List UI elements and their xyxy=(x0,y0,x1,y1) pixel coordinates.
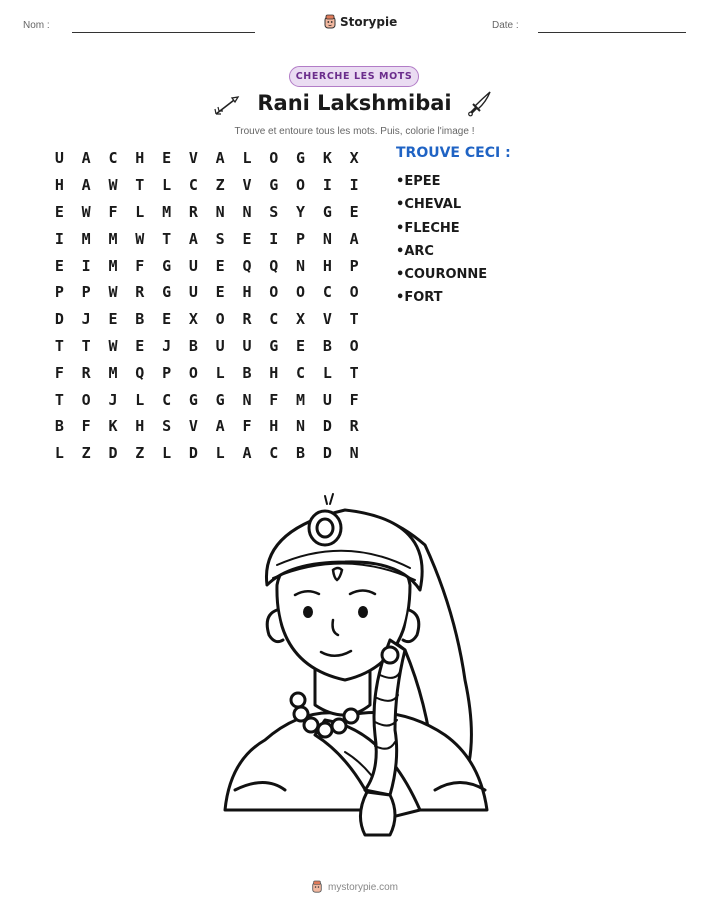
grid-cell: U xyxy=(322,390,332,409)
grid-cell: R xyxy=(242,310,252,329)
grid-cell: P xyxy=(349,256,359,275)
grid-cell: N xyxy=(242,390,252,409)
grid-cell: F xyxy=(54,363,64,382)
grid-cell: L xyxy=(54,444,64,463)
storypie-logo-icon xyxy=(311,880,323,894)
grid-cell: B xyxy=(296,444,306,463)
grid-cell: F xyxy=(135,256,145,275)
grid-cell: C xyxy=(322,283,332,302)
grid-cell: R xyxy=(188,202,198,221)
grid-cell: O xyxy=(269,283,279,302)
grid-cell: N xyxy=(215,202,225,221)
grid-cell: M xyxy=(108,363,118,382)
word-list xyxy=(396,170,487,310)
grid-cell: G xyxy=(322,202,332,221)
word-list-item: • EPEE xyxy=(396,170,487,193)
grid-cell: O xyxy=(349,283,359,302)
grid-cell: I xyxy=(349,176,359,195)
grid-cell: A xyxy=(242,444,252,463)
grid-cell: S xyxy=(269,202,279,221)
grid-cell: O xyxy=(349,336,359,355)
grid-cell: F xyxy=(81,417,91,436)
grid-cell: E xyxy=(54,256,64,275)
grid-cell: G xyxy=(188,390,198,409)
grid-cell: H xyxy=(269,417,279,436)
grid-cell: E xyxy=(162,310,172,329)
grid-cell: N xyxy=(322,229,332,248)
grid-cell: M xyxy=(108,256,118,275)
grid-cell: M xyxy=(162,202,172,221)
grid-cell: O xyxy=(188,363,198,382)
grid-cell: P xyxy=(296,229,306,248)
grid-cell: F xyxy=(269,390,279,409)
grid-cell: X xyxy=(296,310,306,329)
grid-cell: R xyxy=(135,283,145,302)
name-line xyxy=(72,32,255,33)
grid-cell: K xyxy=(108,417,118,436)
grid-cell: H xyxy=(242,283,252,302)
grid-cell: U xyxy=(215,336,225,355)
word-list-item: • ARC xyxy=(396,240,487,263)
word-list-item: • COURONNE xyxy=(396,263,487,286)
grid-cell: J xyxy=(162,336,172,355)
grid-cell: E xyxy=(215,283,225,302)
grid-cell: L xyxy=(322,363,332,382)
grid-cell: E xyxy=(349,202,359,221)
grid-cell: D xyxy=(188,444,198,463)
date-line xyxy=(538,32,686,33)
grid-cell: E xyxy=(162,149,172,168)
grid-cell: E xyxy=(54,202,64,221)
grid-cell: T xyxy=(349,310,359,329)
grid-cell: V xyxy=(188,417,198,436)
word-list-item: • FORT xyxy=(396,286,487,309)
grid-cell: C xyxy=(269,310,279,329)
grid-cell: B xyxy=(322,336,332,355)
grid-cell: L xyxy=(135,202,145,221)
grid-cell: H xyxy=(135,417,145,436)
instructions: Trouve et entoure tous les mots. Puis, colorie l'image ! xyxy=(234,126,475,137)
grid-cell: B xyxy=(188,336,198,355)
grid-cell: E xyxy=(135,336,145,355)
grid-cell: P xyxy=(81,283,91,302)
grid-cell: H xyxy=(135,149,145,168)
grid-cell: T xyxy=(81,336,91,355)
grid-cell: Z xyxy=(81,444,91,463)
grid-cell: U xyxy=(54,149,64,168)
grid-cell: E xyxy=(108,310,118,329)
grid-cell: W xyxy=(108,336,118,355)
activity-badge: CHERCHE LES MOTS xyxy=(289,66,419,87)
grid-cell: T xyxy=(54,336,64,355)
grid-cell: F xyxy=(108,202,118,221)
grid-cell: E xyxy=(215,256,225,275)
grid-cell: W xyxy=(108,283,118,302)
grid-cell: U xyxy=(188,256,198,275)
footer-url: mystorypie.com xyxy=(327,881,398,893)
grid-cell: B xyxy=(135,310,145,329)
grid-cell: C xyxy=(296,363,306,382)
grid-cell: L xyxy=(242,149,252,168)
grid-cell: Q xyxy=(242,256,252,275)
grid-cell: E xyxy=(242,229,252,248)
grid-cell: G xyxy=(269,336,279,355)
grid-cell: F xyxy=(242,417,252,436)
grid-cell: L xyxy=(215,363,225,382)
grid-cell: I xyxy=(322,176,332,195)
grid-cell: D xyxy=(108,444,118,463)
grid-cell: T xyxy=(54,390,64,409)
grid-cell: A xyxy=(188,229,198,248)
grid-cell: J xyxy=(108,390,118,409)
grid-cell: D xyxy=(54,310,64,329)
grid-cell: N xyxy=(296,417,306,436)
page-title: Rani Lakshmibai xyxy=(257,91,452,115)
grid-cell: G xyxy=(269,176,279,195)
grid-cell: C xyxy=(188,176,198,195)
grid-cell: O xyxy=(296,176,306,195)
grid-cell: B xyxy=(54,417,64,436)
grid-cell: N xyxy=(296,256,306,275)
grid-cell: H xyxy=(269,363,279,382)
grid-cell: G xyxy=(296,149,306,168)
grid-cell: T xyxy=(162,229,172,248)
grid-cell: V xyxy=(242,176,252,195)
date-label: Date : xyxy=(492,20,519,31)
grid-cell: W xyxy=(135,229,145,248)
grid-cell: C xyxy=(269,444,279,463)
grid-cell: Z xyxy=(135,444,145,463)
grid-cell: O xyxy=(296,283,306,302)
grid-cell: A xyxy=(349,229,359,248)
grid-cell: U xyxy=(188,283,198,302)
grid-cell: A xyxy=(215,149,225,168)
rani-lakshmibai-illustration xyxy=(205,490,495,855)
grid-cell: T xyxy=(349,363,359,382)
grid-cell: P xyxy=(162,363,172,382)
grid-cell: G xyxy=(162,256,172,275)
grid-cell: L xyxy=(215,444,225,463)
grid-cell: H xyxy=(322,256,332,275)
grid-cell: Q xyxy=(269,256,279,275)
grid-cell: I xyxy=(81,256,91,275)
grid-cell: W xyxy=(108,176,118,195)
word-list-item: • FLECHE xyxy=(396,217,487,240)
grid-cell: E xyxy=(296,336,306,355)
grid-cell: D xyxy=(322,444,332,463)
grid-cell: I xyxy=(269,229,279,248)
brand xyxy=(323,14,397,30)
grid-cell: O xyxy=(269,149,279,168)
grid-cell: J xyxy=(81,310,91,329)
grid-cell: T xyxy=(135,176,145,195)
word-list-title: TROUVE CECI : xyxy=(396,145,511,161)
name-label: Nom : xyxy=(23,20,50,31)
grid-cell: I xyxy=(54,229,64,248)
grid-cell: A xyxy=(81,149,91,168)
grid-cell: H xyxy=(54,176,64,195)
grid-cell: N xyxy=(242,202,252,221)
grid-cell: O xyxy=(81,390,91,409)
word-list-item: • CHEVAL xyxy=(396,193,487,216)
grid-cell: Z xyxy=(215,176,225,195)
grid-cell: F xyxy=(349,390,359,409)
grid-cell: L xyxy=(135,390,145,409)
brand-name: Storypie xyxy=(340,15,398,29)
grid-cell: K xyxy=(322,149,332,168)
grid-cell: P xyxy=(54,283,64,302)
grid-cell: X xyxy=(188,310,198,329)
grid-cell: V xyxy=(322,310,332,329)
grid-cell: L xyxy=(162,444,172,463)
grid-cell: U xyxy=(242,336,252,355)
grid-cell: X xyxy=(349,149,359,168)
grid-cell: R xyxy=(349,417,359,436)
grid-cell: A xyxy=(81,176,91,195)
grid-cell: G xyxy=(162,283,172,302)
grid-cell: A xyxy=(215,417,225,436)
sword-icon xyxy=(468,90,494,120)
grid-cell: M xyxy=(81,229,91,248)
footer xyxy=(0,880,709,894)
storypie-logo-icon xyxy=(323,14,337,30)
grid-cell: N xyxy=(349,444,359,463)
grid-cell: L xyxy=(162,176,172,195)
grid-cell: M xyxy=(108,229,118,248)
grid-cell: G xyxy=(215,390,225,409)
grid-cell: S xyxy=(162,417,172,436)
grid-cell: C xyxy=(108,149,118,168)
word-search-grid xyxy=(46,145,368,467)
grid-cell: B xyxy=(242,363,252,382)
grid-cell: O xyxy=(215,310,225,329)
grid-cell: M xyxy=(296,390,306,409)
grid-cell: Q xyxy=(135,363,145,382)
grid-cell: D xyxy=(322,417,332,436)
grid-cell: S xyxy=(215,229,225,248)
grid-cell: W xyxy=(81,202,91,221)
grid-cell: Y xyxy=(296,202,306,221)
grid-cell: C xyxy=(162,390,172,409)
grid-cell: R xyxy=(81,363,91,382)
grid-cell: V xyxy=(188,149,198,168)
